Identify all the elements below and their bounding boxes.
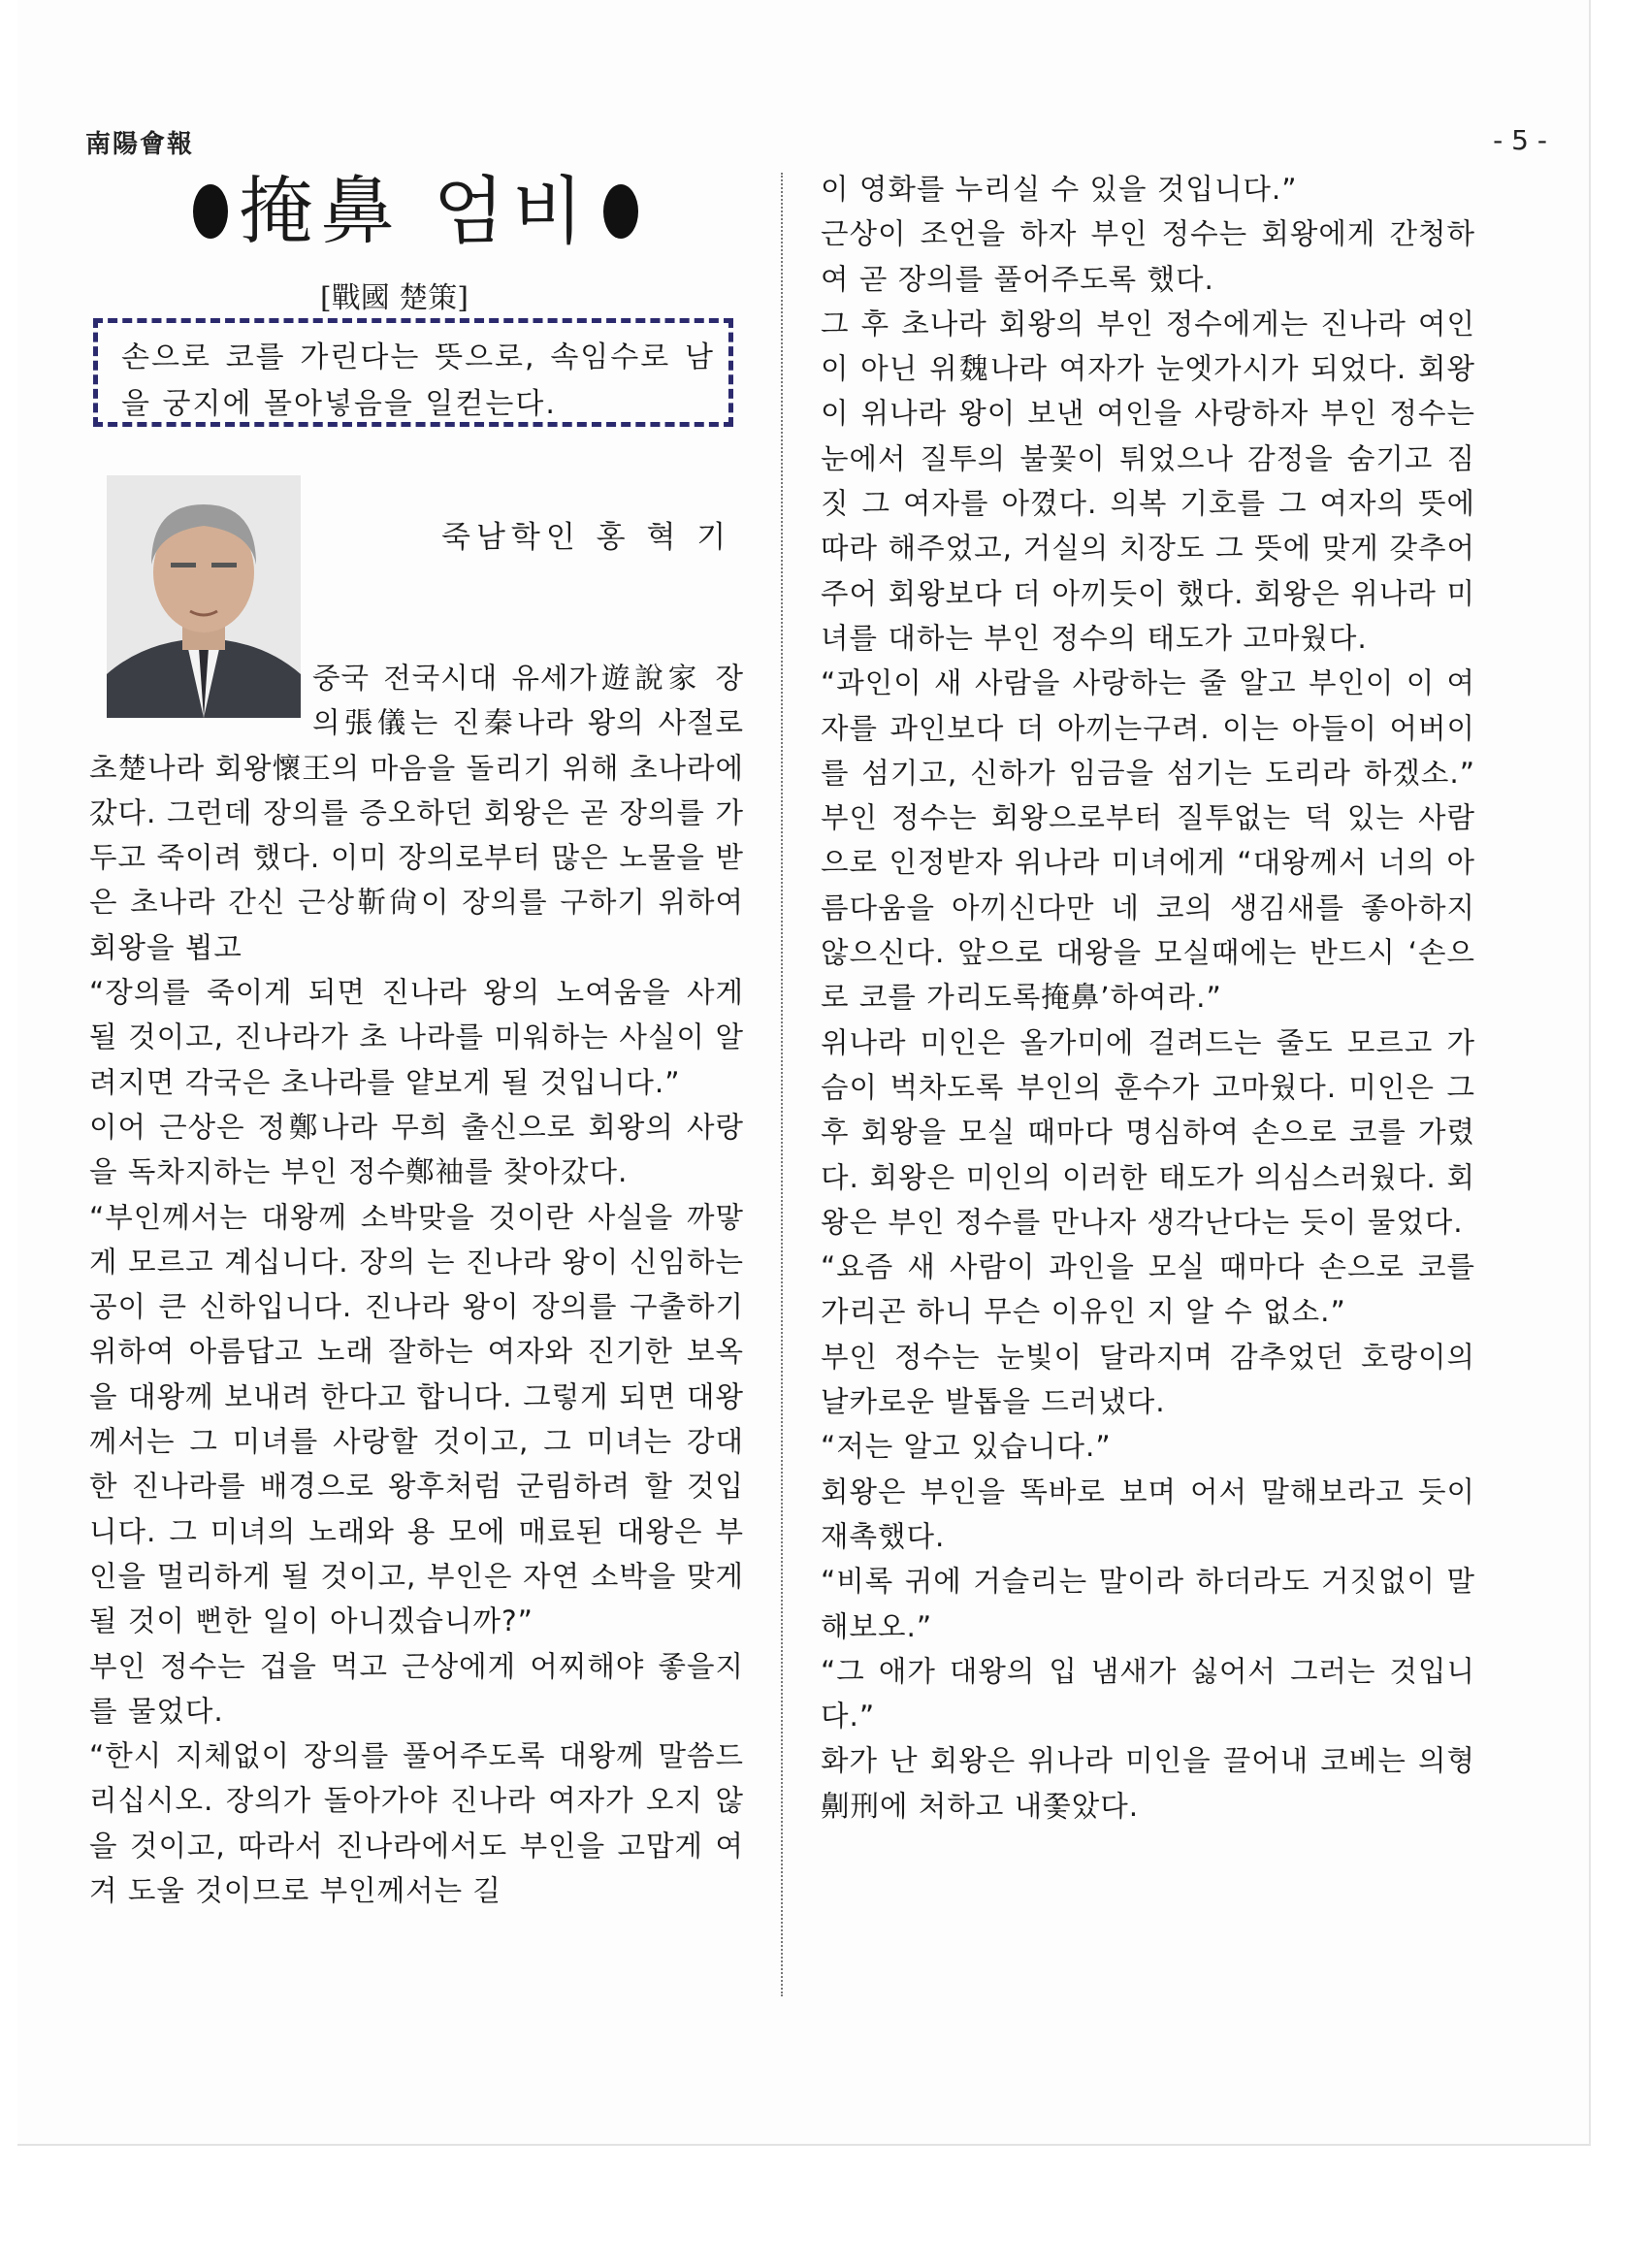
paragraph: 위나라 미인은 올가미에 걸려드는 줄도 모르고 가슴이 벅차도록 부인의 훈수가 고마웠다. 미인은 그 후 회왕을 모실 때마다 명심하여 손으로 코를 가렸다. 회왕은 미인의 이러한 태도가 의심스러웠다. 회왕은 부인 정수를 만나자 생각난다는 듯이 물었다. bbox=[821, 1025, 1475, 1239]
paragraph: 화가 난 회왕은 위나라 미인을 끌어내 코베는 의형劓刑에 처하고 내쫓았다. bbox=[821, 1744, 1475, 1823]
paragraph: 부인 정수는 겁을 먹고 근상에게 어찌해야 좋을지를 물었다. bbox=[89, 1649, 744, 1728]
paragraph: 이 영화를 누리실 수 있을 것입니다.” bbox=[821, 173, 1298, 206]
paragraph: 중국 전국시대 유세가遊說家 장의張儀는 진秦나라 왕의 사절로 초楚나라 회왕懷王의 마음을 돌리기 위해 초나라에 갔다. 그런데 장의를 증오하던 회왕은 곧 장의를 가두고 죽이려 했다. 이미 장의로부터 많은 노물을 받은 초나라 간신 근상靳尙이 장의를 구하기 위하여 회왕을 뵙고 bbox=[89, 662, 744, 964]
summary-text: 손으로 코를 가린다는 뜻으로, 속임수로 남을 궁지에 몰아넣음을 일컫는다. bbox=[121, 340, 715, 421]
paragraph: 이어 근상은 정鄭나라 무희 출신으로 회왕의 사랑을 독차지하는 부인 정수鄭袖를 찾아갔다. bbox=[89, 1110, 744, 1189]
paragraph: 근상이 조언을 하자 부인 정수는 회왕에게 간청하여 곧 장의를 풀어주도록 했다. bbox=[821, 217, 1475, 296]
paragraph: “한시 지체없이 장의를 풀어주도록 대왕께 말씀드리십시오. 장의가 돌아가야 진나라 여자가 오지 않을 것이고, 따라서 진나라에서도 부인을 고맙게 여겨 도울 것이므로 부인께서는 길 bbox=[89, 1739, 744, 1908]
paragraph: 그 후 초나라 회왕의 부인 정수에게는 진나라 여인이 아닌 위魏나라 여자가 눈엣가시가 되었다. 회왕이 위나라 왕이 보낸 여인을 사랑하자 부인 정수는 눈에서 질투의 불꽃이 튀었으나 감정을 숨기고 짐짓 그 여자를 아꼈다. 의복 기호를 그 여자의 뜻에 따라 해주었고, 거실의 치장도 그 뜻에 맞게 갖추어주어 회왕보다 더 아끼듯이 했다. 회왕은 위나라 미녀를 대하는 부인 정수의 태도가 고마웠다. bbox=[821, 307, 1475, 655]
paragraph: “부인께서는 대왕께 소박맞을 것이란 사실을 까맣게 모르고 계십니다. 장의 는 진나라 왕이 신임하는 공이 큰 신하입니다. 진나라 왕이 장의를 구출하기 위하여 아름답고 노래 잘하는 여자와 진기한 보옥을 대왕께 보내려 한다고 합니다. 그렇게 되면 대왕께서는 그 미녀를 사랑할 것이고, 그 미녀는 강대 한 진나라를 배경으로 왕후처럼 군림하려 할 것입니다. 그 미녀의 노래와 용 모에 매료된 대왕은 부인을 멀리하게 될 것이고, 부인은 자연 소박을 맞게 될 것이 뻔한 일이 아니겠습니까?” bbox=[89, 1200, 744, 1638]
paragraph: 부인 정수는 눈빛이 달라지며 감추었던 호랑이의 날카로운 발톱을 드러냈다. bbox=[821, 1340, 1475, 1419]
photo-wrap-spacer bbox=[89, 656, 312, 724]
column-divider bbox=[781, 173, 783, 1996]
body-column-left bbox=[89, 656, 744, 1913]
article-title-text: 掩鼻 엄비 bbox=[239, 168, 592, 254]
page-number: - 5 - bbox=[1493, 124, 1547, 156]
article-title bbox=[114, 168, 716, 254]
paragraph: 회왕은 부인을 똑바로 보며 어서 말해보라고 듯이 재촉했다. bbox=[821, 1474, 1475, 1553]
paragraph: “장의를 죽이게 되면 진나라 왕의 노여움을 사게 될 것이고, 진나라가 초 나라를 미워하는 사실이 알려지면 각국은 초나라를 얕보게 될 것입니다.” bbox=[89, 976, 744, 1099]
paragraph: “저는 알고 있습니다.” bbox=[821, 1430, 1112, 1464]
paragraph: “요즘 새 사람이 과인을 모실 때마다 손으로 코를 가리곤 하니 무슨 이유인 지 알 수 없소.” bbox=[821, 1250, 1475, 1329]
author-name: 죽남학인 홍 혁 기 bbox=[441, 520, 732, 555]
summary-box bbox=[93, 318, 733, 427]
publication-name: 南陽會報 bbox=[85, 130, 195, 159]
paragraph: “그 애가 대왕의 입 냄새가 싫어서 그러는 것입니다.” bbox=[821, 1654, 1475, 1733]
title-bullet-right-icon bbox=[603, 184, 638, 239]
article-source: [戰國 楚策] bbox=[320, 281, 469, 315]
paragraph: “과인이 새 사람을 사랑하는 줄 알고 부인이 이 여자를 과인보다 더 아끼는구려. 이는 아들이 어버이를 섬기고, 신하가 임금을 섬기는 도리라 하겠소.” 부인 정수는 회왕으로부터 질투없는 덕 있는 사람으로 인정받자 위나라 미녀에게 “대왕께서 너의 아름다움을 아끼신다만 네 코의 생김새를 좋아하지 않으신다. 앞으로 대왕을 모실때에는 반드시 ‘손으로 코를 가리도록掩鼻’하여라.” bbox=[821, 666, 1475, 1015]
paragraph: “비록 귀에 거슬리는 말이라 하더라도 거짓없이 말해보오.” bbox=[821, 1565, 1475, 1643]
title-bullet-left-icon bbox=[193, 184, 228, 239]
body-column-right bbox=[821, 167, 1475, 1829]
